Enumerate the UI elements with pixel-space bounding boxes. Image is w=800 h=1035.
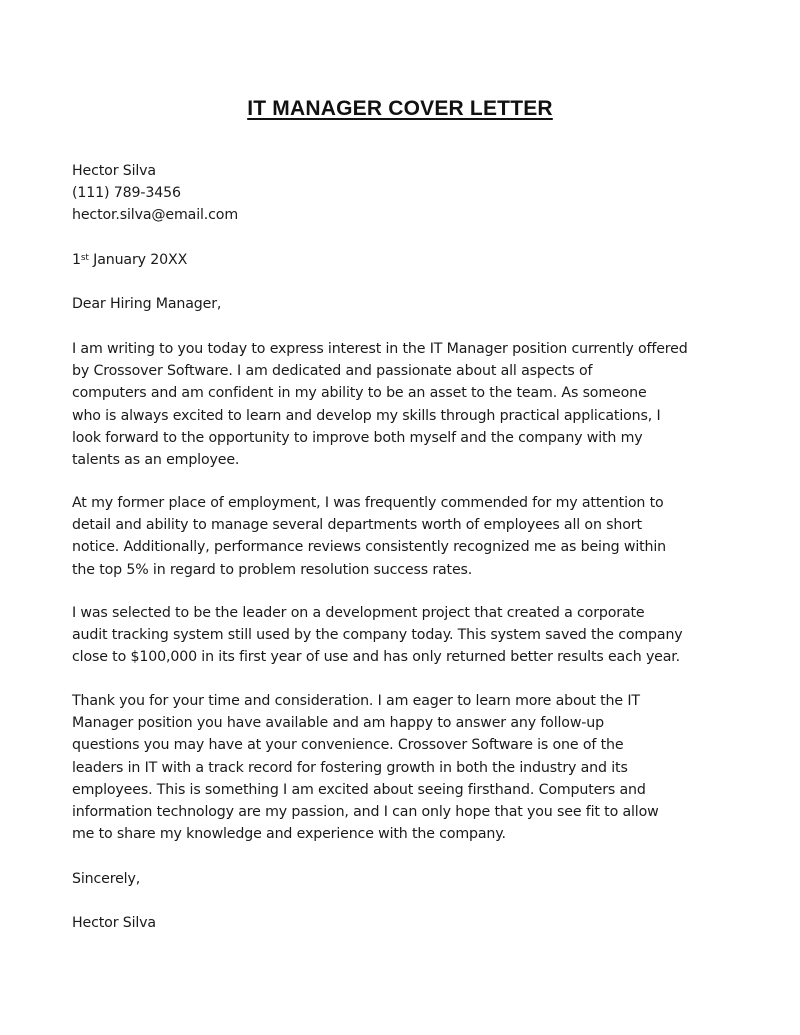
- date-day: 1: [72, 252, 81, 268]
- paragraph-1: [72, 338, 772, 471]
- paragraph-line: notice. Additionally, performance reviews consistently recognized me as being within: [72, 539, 667, 556]
- signature-name: Hector Silva: [72, 915, 156, 931]
- paragraph-line: questions you may have at your convenience. Crossover Software is one of the: [72, 737, 624, 754]
- paragraph-line: who is always excited to learn and develop my skills through practical applications, I: [72, 407, 661, 424]
- paragraph-line: close to $100,000 in its first year of use and has only returned better results each year.: [72, 649, 681, 666]
- sender-phone: (111) 789-3456: [72, 185, 181, 202]
- paragraph-line: audit tracking system still used by the company today. This system saved the company: [72, 627, 683, 644]
- date-rest: January 20XX: [88, 252, 188, 268]
- paragraph-line: Thank you for your time and consideration. I am eager to learn more about the IT: [72, 693, 640, 709]
- paragraph-line: by Crossover Software. I am dedicated and passionate about all aspects of: [72, 363, 593, 380]
- letter-date: [72, 249, 772, 271]
- closing-text: Sincerely,: [72, 871, 141, 887]
- sender-info: [72, 160, 772, 227]
- paragraph-3: [72, 602, 772, 669]
- paragraph-line: information technology are my passion, and I can only hope that you see fit to allow: [72, 804, 659, 821]
- paragraph-line: leaders in IT with a track record for fostering growth in both the industry and its: [72, 759, 628, 776]
- paragraph-line: me to share my knowledge and experience with the company.: [72, 826, 506, 843]
- paragraph-line: At my former place of employment, I was frequently commended for my attention to: [72, 495, 664, 511]
- date-suffix: st: [80, 253, 89, 263]
- paragraph-line: talents as an employee.: [72, 452, 240, 469]
- paragraph-2: [72, 492, 772, 581]
- paragraph-line: the top 5% in regard to problem resolution success rates.: [72, 561, 473, 578]
- paragraph-line: detail and ability to manage several departments worth of employees all on short: [72, 517, 642, 534]
- signature: [72, 912, 772, 934]
- paragraph-4: [72, 690, 772, 845]
- document-title: IT MANAGER COVER LETTER: [247, 97, 553, 120]
- sender-name: Hector Silva: [72, 163, 156, 179]
- paragraph-line: computers and am confident in my ability to be an asset to the team. As someone: [72, 385, 647, 402]
- paragraph-line: look forward to the opportunity to improve both myself and the company with my: [72, 429, 643, 446]
- sender-email: hector.silva@email.com: [72, 207, 238, 224]
- salutation-text: Dear Hiring Manager,: [72, 296, 222, 312]
- salutation: [72, 293, 772, 315]
- paragraph-line: employees. This is something I am excited about seeing firsthand. Computers and: [72, 781, 646, 798]
- paragraph-line: Manager position you have available and am happy to answer any follow-up: [72, 715, 604, 732]
- closing: [72, 868, 772, 890]
- paragraph-line: I am writing to you today to express interest in the IT Manager position currently offered: [72, 341, 688, 357]
- paragraph-line: I was selected to be the leader on a development project that created a corporate: [72, 605, 645, 621]
